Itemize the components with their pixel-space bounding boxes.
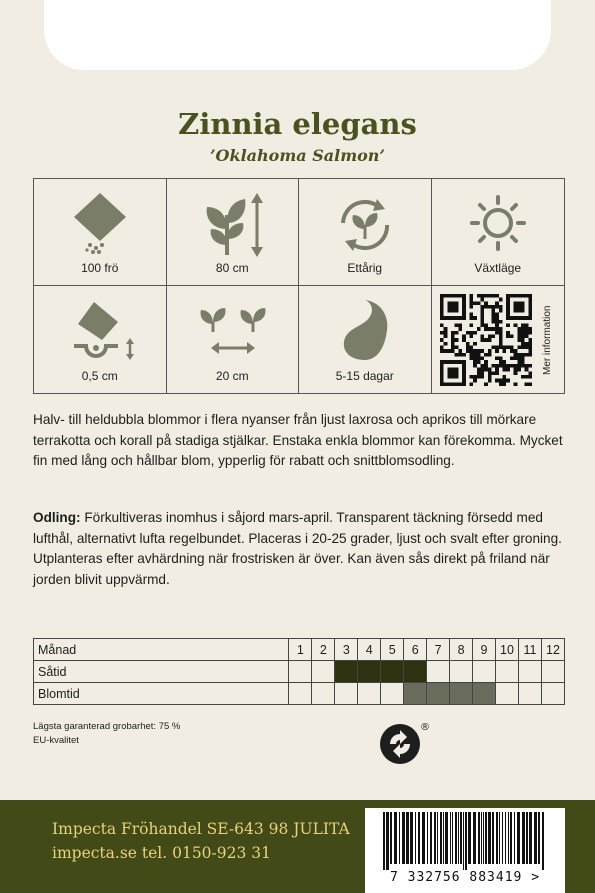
sowing-depth-icon — [34, 296, 167, 366]
barcode-number: 7 332756 883419 > — [389, 870, 541, 885]
icon-cell-seed-count — [34, 179, 167, 286]
month-7: 7 — [427, 639, 450, 661]
month-4: 4 — [358, 639, 381, 661]
flowering-month-8 — [450, 683, 473, 705]
germination-icon — [299, 296, 432, 366]
sowing-row-label: Såtid — [34, 661, 289, 683]
icon-cell-plant-spacing — [167, 286, 300, 393]
product-description: Halv- till heldubbla blommor i flera nyanser från ljust laxrosa och aprikos till mörkare terrakotta och korall på stadiga stjälkar. Enstaka enkla blommor kan förekomma. Mycket fin med lång och hållbar blom, ypperlig för rabatt och snittblomsodling. — [33, 412, 563, 468]
qr-code-icon[interactable] — [440, 294, 532, 386]
plant-spacing-icon — [167, 296, 300, 366]
seed-pack-icon — [34, 189, 167, 259]
more-info-label: Mer information — [542, 305, 553, 375]
plant-spacing-label: 20 cm — [215, 369, 249, 383]
sowing-month-7 — [427, 661, 450, 683]
annual-cycle-icon — [299, 189, 432, 259]
icon-grid — [33, 178, 565, 394]
month-5: 5 — [381, 639, 404, 661]
plant-height-label: 80 cm — [215, 261, 249, 275]
sowing-month-9 — [473, 661, 496, 683]
barcode-icon — [381, 808, 549, 870]
icon-cell-plant-height — [167, 179, 300, 286]
calendar-row-sowing — [34, 661, 565, 683]
germination-label: 5-15 dagar — [335, 369, 394, 383]
flowering-month-10 — [496, 683, 519, 705]
sowing-month-11 — [518, 661, 541, 683]
company-address: Impecta Fröhandel SE-643 98 JULITA — [52, 820, 350, 838]
flowering-month-1 — [289, 683, 312, 705]
flowering-month-3 — [335, 683, 358, 705]
barcode — [365, 808, 565, 893]
month-6: 6 — [404, 639, 427, 661]
icon-cell-sowing-depth — [34, 286, 167, 393]
month-3: 3 — [335, 639, 358, 661]
sowing-month-1 — [289, 661, 312, 683]
flowering-month-7 — [427, 683, 450, 705]
month-11: 11 — [518, 639, 541, 661]
sowing-month-10 — [496, 661, 519, 683]
icon-cell-lifecycle — [299, 179, 432, 286]
hanger-cutout — [44, 0, 551, 70]
quality-note: EU-kvalitet — [33, 735, 79, 746]
green-dot-recycle-icon — [378, 718, 430, 766]
flowering-month-5 — [381, 683, 404, 705]
registered-mark: ® — [420, 722, 430, 733]
sowing-month-5 — [381, 661, 404, 683]
sun-icon — [432, 189, 565, 259]
seed-count-label: 100 frö — [81, 261, 119, 275]
month-10: 10 — [496, 639, 519, 661]
germination-guarantee: Lägsta garanterad grobarhet: 75 % — [33, 721, 181, 732]
sowing-month-8 — [450, 661, 473, 683]
cultivation-heading: Odling: — [33, 510, 81, 525]
flowering-month-12 — [541, 683, 564, 705]
flowering-month-6 — [404, 683, 427, 705]
flowering-month-9 — [473, 683, 496, 705]
month-1: 1 — [289, 639, 312, 661]
product-title: Zinnia elegans — [178, 107, 417, 141]
icon-cell-location — [432, 179, 565, 286]
sowing-month-3 — [335, 661, 358, 683]
cultivation-body: Förkultiveras inomhus i såjord mars-april. Transparent täckning försedd med lufthål, alternativt lufta regelbundet. Placeras i 20-25 grader, ljust och svalt efter groning. Utplanteras efter avhärdning när frostrisken är över. Kan även sås direkt på friland när jorden blivit uppvärmd. — [33, 510, 562, 587]
location-label: Växtläge — [474, 261, 522, 275]
icon-cell-germination — [299, 286, 432, 393]
icon-cell-qr[interactable] — [432, 286, 565, 393]
flowering-month-11 — [518, 683, 541, 705]
fine-print — [33, 720, 180, 748]
month-9: 9 — [473, 639, 496, 661]
sowing-month-12 — [541, 661, 564, 683]
product-subtitle: ’Oklahoma Salmon’ — [209, 146, 385, 165]
company-contact: impecta.se tel. 0150-923 31 — [52, 844, 272, 862]
sowing-month-2 — [312, 661, 335, 683]
calendar-month-label: Månad — [34, 639, 289, 661]
sowing-month-6 — [404, 661, 427, 683]
sowing-calendar — [33, 638, 565, 705]
lifecycle-label: Ettårig — [347, 261, 383, 275]
month-12: 12 — [541, 639, 564, 661]
sowing-month-4 — [358, 661, 381, 683]
month-8: 8 — [450, 639, 473, 661]
month-2: 2 — [312, 639, 335, 661]
sowing-depth-label: 0,5 cm — [81, 369, 118, 383]
flowering-month-2 — [312, 683, 335, 705]
calendar-header-row — [34, 639, 565, 661]
cultivation-text — [33, 508, 563, 590]
flowering-row-label: Blomtid — [34, 683, 289, 705]
flowering-month-4 — [358, 683, 381, 705]
plant-height-icon — [167, 189, 300, 259]
calendar-row-flowering — [34, 683, 565, 705]
